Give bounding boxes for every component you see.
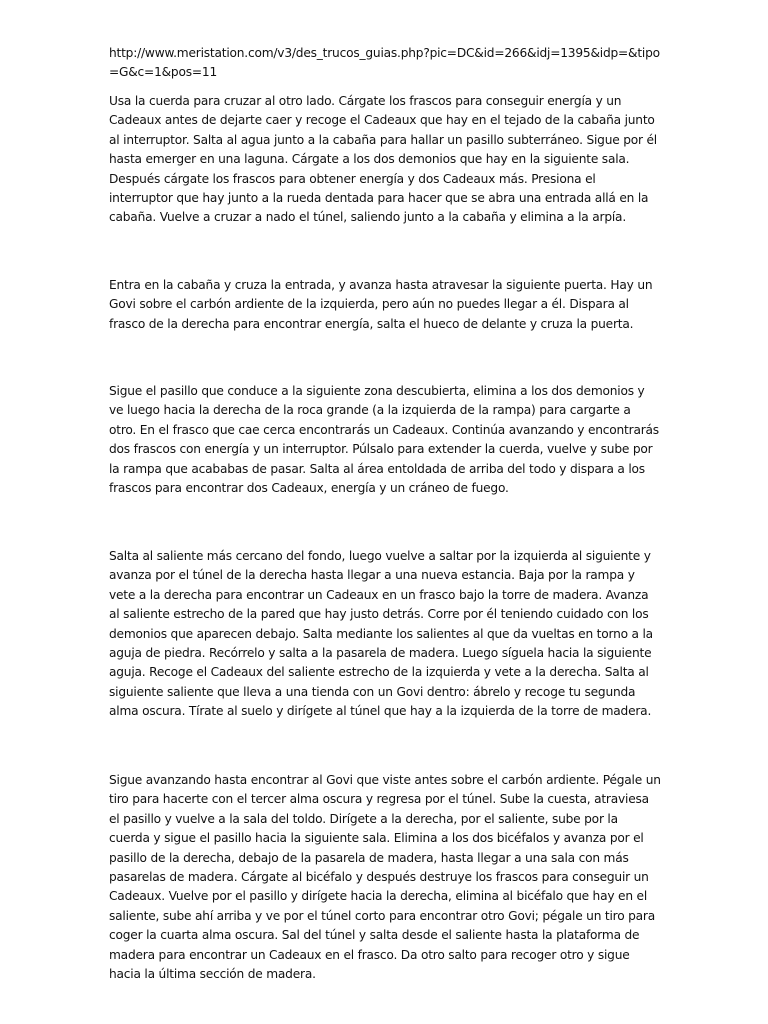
source-url: http://www.meristation.com/v3/des_trucos_guias.php?pic=DC&id=266&idj=1395&idp=&tipo=G&c=1&pos=11 [109,46,660,80]
paragraph-1: Usa la cuerda para cruzar al otro lado. Cárgate los frascos para conseguir energía y un Cadeaux antes de dejarte caer y recoge el Cadeaux que hay en el tejado de la cabaña junto al interruptor. Salta al agua junto a la cabaña para hallar un pasillo subterráneo. Sigue por él hasta emerger en una laguna. Cárgate a los dos demonios que hay en la siguiente sala. Después cárgate los frascos para obtener energía y dos Cadeaux más. Presiona el interruptor que hay junto a la rueda dentada para hacer que se abra una entrada allá en la cabaña. Vuelve a cruzar a nado el túnel, saliendo junto a la cabaña y elimina a la arpía. [109,94,657,225]
paragraph-4: Salta al saliente más cercano del fondo, luego vuelve a saltar por la izquierda al siguiente y avanza por el túnel de la derecha hasta llegar a una nueva estancia. Baja por la rampa y vete a la derecha para encontrar un Cadeaux en un frasco bajo la torre de madera. Avanza al saliente estrecho de la pared que hay justo detrás. Corre por él teniendo cuidado con los demonios que aparecen debajo. Salta mediante los salientes al que da vueltas en torno a la aguja de piedra. Recórrelo y salta a la pasarela de madera. Luego síguela hacia la siguiente aguja. Recoge el Cadeaux del saliente estrecho de la izquierda y vete a la derecha. Salta al siguiente saliente que lleva a una tienda con un Govi dentro: ábrelo y recoge tu segunda alma oscura. Tírate al suelo y dirígete al túnel que hay a la izquierda de la torre de madera. [109,549,653,719]
paragraph-5: Sigue avanzando hasta encontrar al Govi que viste antes sobre el carbón ardiente. Pégale un tiro para hacerte con el tercer alma oscura y regresa por el túnel. Sube la cuesta, atraviesa el pasillo y vuelve a la sala del toldo. Dirígete a la derecha, por el saliente, sube por la cuerda y sigue el pasillo hacia la siguiente sala. Elimina a los dos bicéfalos y avanza por el pasillo de la derecha, debajo de la pasarela de madera, hasta llegar a una sala con más pasarelas de madera. Cárgate al bicéfalo y después destruye los frascos para conseguir un Cadeaux. Vuelve por el pasillo y dirígete hacia la derecha, elimina al bicéfalo que hay en el saliente, sube ahí arriba y ve por el túnel corto para encontrar otro Govi; pégale un tiro para coger la cuarta alma oscura. Sal del túnel y salta desde el saliente hasta la plataforma de madera para encontrar un Cadeaux en el frasco. Da otro salto para recoger otro y sigue hacia la última sección de madera. [109,773,661,982]
paragraph-2: Entra en la cabaña y cruza la entrada, y avanza hasta atravesar la siguiente puerta. Hay un Govi sobre el carbón ardiente de la izquierda, pero aún no puedes llegar a él. Dispara al frasco de la derecha para encontrar energía, salta el hueco de delante y cruza la puerta. [109,278,653,331]
paragraph-3: Sigue el pasillo que conduce a la siguiente zona descubierta, elimina a los dos demonios y ve luego hacia la derecha de la roca grande (a la izquierda de la rampa) para cargarte a otro. En el frasco que cae cerca encontrarás un Cadeaux. Continúa avanzando y encontrarás dos frascos con energía y un interruptor. Púlsalo para extender la cuerda, vuelve y sube por la rampa que acababas de pasar. Salta al área entoldada de arriba del todo y dispara a los frascos para encontrar dos Cadeaux, energía y un cráneo de fuego. [109,384,659,496]
